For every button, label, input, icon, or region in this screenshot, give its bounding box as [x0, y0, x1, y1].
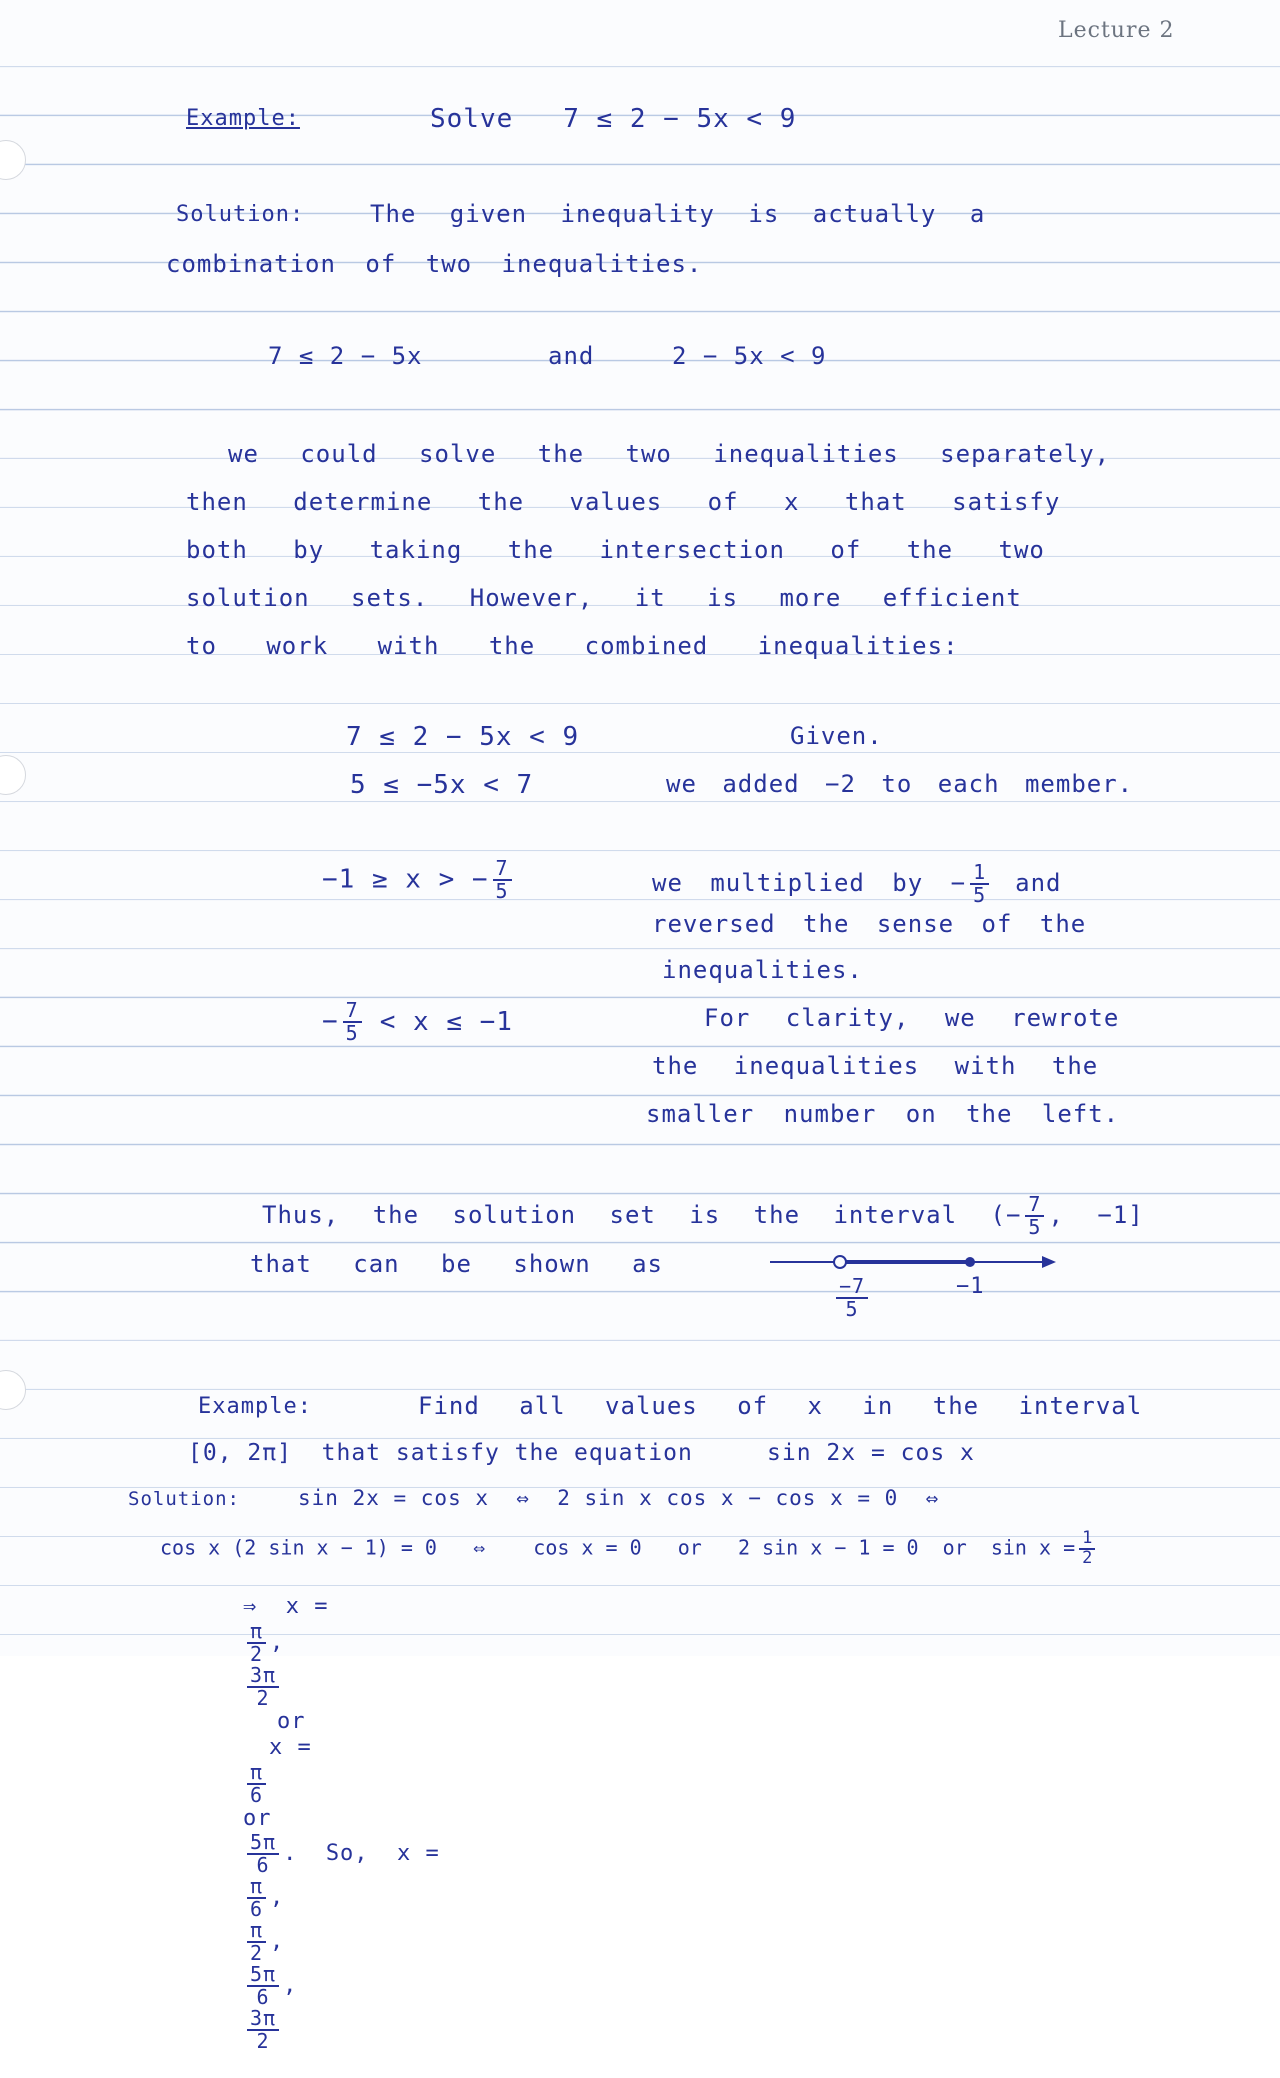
- example-statement: Solve 7 ≤ 2 − 5x < 9: [430, 104, 797, 134]
- example-label: Example:: [186, 106, 300, 131]
- comma: ,: [270, 1629, 285, 1655]
- intro-line: The given inequality is actually a: [370, 200, 986, 228]
- fraction-numerator: π: [247, 1762, 266, 1785]
- x-equals: x =: [268, 1735, 312, 1761]
- fraction-denominator: 5: [495, 879, 509, 903]
- punch-hole: [0, 755, 26, 795]
- fraction-denominator: 6: [249, 1896, 264, 1921]
- paragraph-line: then determine the values of x that satisfy: [186, 488, 1061, 516]
- solution-label: Solution:: [176, 202, 305, 227]
- step3-fraction: [493, 858, 512, 902]
- comma: ,: [283, 1972, 298, 1998]
- fraction-numerator: 3π: [247, 1665, 279, 1688]
- arrow-right-icon: [1042, 1256, 1056, 1268]
- example2-line: [0, 2π] that satisfy the equation sin 2x = cos x: [188, 1440, 975, 1466]
- and-word: and: [548, 342, 595, 370]
- half-fraction: [1079, 1530, 1095, 1568]
- step4-fraction: [343, 1000, 362, 1044]
- fraction-denominator: 2: [256, 1685, 270, 1710]
- conclusion-line: that can be shown as: [250, 1250, 663, 1278]
- conclusion-text: , −1]: [1048, 1201, 1144, 1229]
- fraction-denominator: 6: [256, 1984, 270, 2009]
- fraction-denominator: 5: [973, 883, 987, 907]
- paragraph-line: we could solve the two inequalities separately,: [228, 440, 1111, 468]
- paragraph-line: both by taking the intersection of the two: [186, 536, 1045, 564]
- step4-note-line: For clarity, we rewrote: [704, 1004, 1120, 1032]
- solution-fraction: [247, 2005, 279, 2053]
- fraction-numerator: 3π: [247, 2008, 279, 2031]
- fraction-denominator: 5: [845, 1297, 859, 1321]
- fraction-numerator: π: [247, 1876, 266, 1899]
- step3-math: [322, 858, 516, 902]
- or-word: or: [276, 1708, 306, 1734]
- example2-line: sin 2x = cos x ⇔ 2 sin x cos x − cos x = 0 ⇔: [298, 1486, 940, 1510]
- solution-fraction: [247, 1759, 266, 1807]
- number-line: [770, 1246, 1060, 1286]
- fraction-numerator: 5π: [247, 1832, 279, 1855]
- step3-note-fraction: [970, 862, 989, 906]
- fraction-numerator: π: [247, 1621, 266, 1644]
- fraction-numerator: 7: [343, 1000, 362, 1023]
- step2-note: we added −2 to each member.: [666, 770, 1134, 798]
- solution-label: Solution:: [128, 1488, 240, 1510]
- step1-note: Given.: [790, 722, 883, 750]
- fraction-numerator: 1: [970, 862, 989, 885]
- fraction-numerator: 1: [1079, 1530, 1095, 1550]
- open-endpoint: [834, 1256, 846, 1268]
- fraction-denominator: 2: [1082, 1547, 1093, 1568]
- lecture-header: Lecture 2: [1058, 18, 1175, 43]
- fraction-numerator: −7: [836, 1276, 868, 1299]
- paragraph-line: solution sets. However, it is more efficient: [186, 584, 1022, 612]
- number-line-label-left: [832, 1276, 872, 1320]
- fraction-numerator: 7: [493, 858, 512, 881]
- fraction-numerator: 5π: [247, 1964, 279, 1987]
- fraction-numerator: 7: [1025, 1194, 1044, 1217]
- comma: ,: [270, 1928, 285, 1954]
- step3-note-line: inequalities.: [662, 956, 863, 984]
- solution-fraction: [247, 1618, 266, 1666]
- paragraph-line: to work with the combined inequalities:: [186, 632, 959, 660]
- step3-math-text: −1 ≥ x > −: [322, 864, 489, 895]
- inequality-b: 2 − 5x < 9: [672, 342, 827, 370]
- step3-note-line: reversed the sense of the: [652, 910, 1087, 938]
- fraction-denominator: 5: [1028, 1215, 1042, 1239]
- step4-minus: −: [322, 1006, 339, 1037]
- conclusion-fraction: [1025, 1194, 1044, 1238]
- punch-hole: [0, 140, 26, 180]
- comma: ,: [270, 1884, 285, 1910]
- or-word: or: [242, 1805, 272, 1831]
- step2-math: 5 ≤ −5x < 7: [350, 770, 534, 800]
- implies-text: ⇒ x =: [242, 1594, 329, 1620]
- solution-fraction: [247, 1662, 279, 1710]
- fraction-denominator: 2: [256, 2028, 270, 2053]
- example2-text: cos x (2 sin x − 1) = 0 ⇔ cos x = 0 or 2 sin x − 1 = 0 or sin x =: [160, 1535, 1076, 1560]
- conclusion-line: [262, 1194, 1144, 1238]
- solution-fraction: [247, 1961, 279, 2009]
- fraction-numerator: π: [247, 1920, 266, 1943]
- step3-note: [652, 862, 1062, 906]
- intro-line: combination of two inequalities.: [166, 250, 703, 278]
- example-label: Example:: [198, 1394, 312, 1419]
- fraction-denominator: 2: [249, 1940, 264, 1965]
- inequality-a: 7 ≤ 2 − 5x: [268, 342, 423, 370]
- solution-fraction: [247, 1873, 266, 1921]
- fraction-denominator: 6: [249, 1782, 264, 1807]
- fraction-denominator: 5: [345, 1021, 359, 1045]
- example2-statement: Find all values of x in the interval: [418, 1392, 1143, 1420]
- step1-math: 7 ≤ 2 − 5x < 9: [346, 722, 580, 752]
- step4-note-line: the inequalities with the: [652, 1052, 1099, 1080]
- example2-line: [186, 1568, 440, 2078]
- step4-math: [322, 1000, 513, 1044]
- conclusion-text: Thus, the solution set is the interval (−: [262, 1201, 1022, 1229]
- solution-fraction: [247, 1829, 279, 1877]
- example2-line: [160, 1530, 1099, 1568]
- solution-fraction: [247, 1917, 266, 1965]
- fraction-denominator: 6: [256, 1852, 270, 1877]
- closed-endpoint: [965, 1257, 975, 1267]
- punch-hole: [0, 1370, 26, 1410]
- step3-note-text: we multiplied by −: [652, 869, 967, 897]
- step4-note-line: smaller number on the left.: [646, 1100, 1120, 1128]
- number-line-label-right: −1: [956, 1274, 985, 1299]
- fraction-denominator: 2: [249, 1641, 264, 1666]
- label-fraction: [836, 1276, 868, 1320]
- step4-math-text: < x ≤ −1: [379, 1006, 513, 1037]
- step3-note-text: and: [1015, 869, 1062, 897]
- so-text: . So, x =: [283, 1840, 440, 1866]
